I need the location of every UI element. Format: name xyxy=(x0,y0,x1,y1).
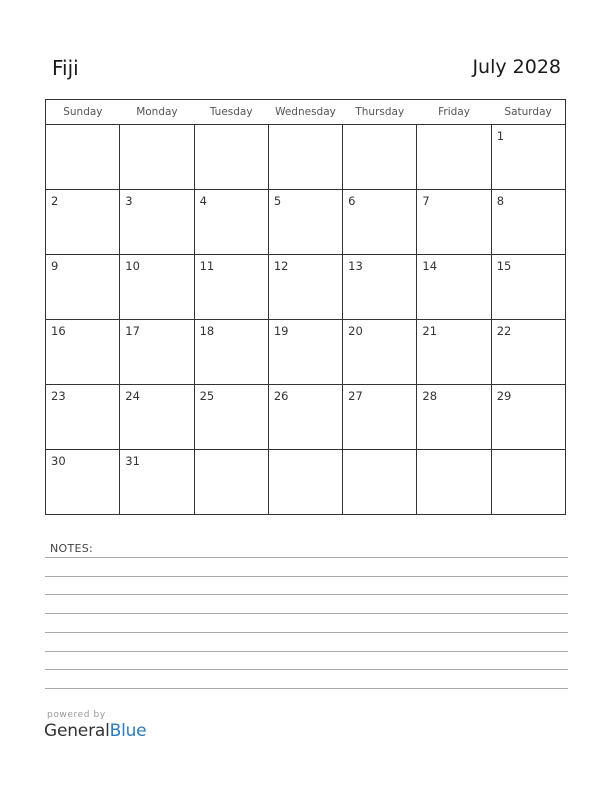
note-line xyxy=(45,651,568,652)
day-number: 30 xyxy=(51,454,66,468)
day-number: 27 xyxy=(348,389,363,403)
day-cell[interactable] xyxy=(120,255,194,320)
day-cell[interactable] xyxy=(46,320,120,385)
day-number: 25 xyxy=(199,389,215,403)
day-number: 9 xyxy=(51,259,59,273)
day-number: 19 xyxy=(273,324,289,338)
day-cell[interactable] xyxy=(46,125,120,190)
brand-blue: Blue xyxy=(109,721,147,741)
day-cell[interactable] xyxy=(491,450,565,515)
day-number: 11 xyxy=(199,259,215,273)
day-cell[interactable] xyxy=(268,190,342,255)
note-line xyxy=(45,632,568,633)
day-cell[interactable] xyxy=(491,190,565,255)
day-cell[interactable] xyxy=(194,190,268,255)
day-cell[interactable] xyxy=(343,125,417,190)
day-cell[interactable] xyxy=(417,320,491,385)
week-row xyxy=(46,255,566,320)
day-cell[interactable] xyxy=(120,190,194,255)
week-row xyxy=(46,385,566,450)
day-cell[interactable] xyxy=(120,125,194,190)
calendar-grid xyxy=(45,99,566,515)
day-number: 13 xyxy=(348,259,363,273)
month-year-title: July 2028 xyxy=(472,56,561,78)
weekday-header: Friday xyxy=(417,100,491,125)
day-number: 2 xyxy=(51,194,59,208)
note-line xyxy=(45,594,568,595)
day-cell[interactable] xyxy=(194,125,268,190)
day-number: 31 xyxy=(125,454,140,468)
day-cell[interactable] xyxy=(417,255,491,320)
day-number: 4 xyxy=(199,194,207,208)
note-line xyxy=(45,688,568,689)
weekday-header-row xyxy=(46,100,566,125)
day-number: 16 xyxy=(51,324,66,338)
week-row xyxy=(46,320,566,385)
note-line xyxy=(45,557,568,558)
day-cell[interactable] xyxy=(120,385,194,450)
note-line xyxy=(45,613,568,614)
note-line xyxy=(45,669,568,670)
day-number: 14 xyxy=(422,259,438,273)
day-cell[interactable] xyxy=(268,125,342,190)
day-cell[interactable] xyxy=(491,385,565,450)
day-number: 26 xyxy=(273,389,289,403)
day-number: 28 xyxy=(422,389,438,403)
day-cell[interactable] xyxy=(46,190,120,255)
day-cell[interactable] xyxy=(343,320,417,385)
weekday-header: Monday xyxy=(120,100,194,125)
day-number: 3 xyxy=(125,194,133,208)
day-number: 12 xyxy=(273,259,289,273)
day-cell[interactable] xyxy=(417,125,491,190)
day-number: 7 xyxy=(422,194,430,208)
day-cell[interactable] xyxy=(194,450,268,515)
powered-by-text: powered by xyxy=(47,710,106,720)
day-cell[interactable] xyxy=(343,450,417,515)
day-cell[interactable] xyxy=(417,190,491,255)
weekday-header: Sunday xyxy=(46,100,120,125)
day-number: 18 xyxy=(199,324,215,338)
day-number: 17 xyxy=(125,324,140,338)
day-cell[interactable] xyxy=(268,320,342,385)
day-cell[interactable] xyxy=(46,255,120,320)
day-number: 29 xyxy=(496,389,512,403)
day-cell[interactable] xyxy=(268,450,342,515)
weekday-header: Saturday xyxy=(491,100,565,125)
day-number: 5 xyxy=(273,194,282,208)
day-cell[interactable] xyxy=(46,450,120,515)
weekday-header: Wednesday xyxy=(268,100,342,125)
week-row xyxy=(46,450,566,515)
day-cell[interactable] xyxy=(491,125,565,190)
weekday-header: Thursday xyxy=(343,100,417,125)
day-number: 1 xyxy=(496,129,505,143)
week-row xyxy=(46,190,566,255)
day-cell[interactable] xyxy=(343,255,417,320)
day-number: 22 xyxy=(496,324,512,338)
day-number: 8 xyxy=(496,194,505,208)
day-number: 6 xyxy=(348,194,356,208)
day-cell[interactable] xyxy=(268,255,342,320)
brand-general: General xyxy=(44,721,110,741)
day-cell[interactable] xyxy=(343,385,417,450)
day-cell[interactable] xyxy=(491,320,565,385)
day-cell[interactable] xyxy=(46,385,120,450)
day-number: 10 xyxy=(125,259,140,273)
day-cell[interactable] xyxy=(194,385,268,450)
week-row xyxy=(46,125,566,190)
day-cell[interactable] xyxy=(120,450,194,515)
notes-label: NOTES: xyxy=(50,542,94,555)
day-number: 20 xyxy=(348,324,363,338)
day-number: 23 xyxy=(51,389,66,403)
day-cell[interactable] xyxy=(268,385,342,450)
day-number: 24 xyxy=(125,389,140,403)
day-cell[interactable] xyxy=(417,450,491,515)
day-number: 15 xyxy=(496,259,512,273)
day-cell[interactable] xyxy=(194,255,268,320)
day-cell[interactable] xyxy=(417,385,491,450)
day-cell[interactable] xyxy=(194,320,268,385)
generalblue-logo[interactable] xyxy=(44,721,146,741)
weekday-header: Tuesday xyxy=(194,100,268,125)
day-cell[interactable] xyxy=(343,190,417,255)
day-cell[interactable] xyxy=(491,255,565,320)
day-number: 21 xyxy=(422,324,438,338)
country-title: Fiji xyxy=(52,56,79,80)
note-line xyxy=(45,576,568,577)
day-cell[interactable] xyxy=(120,320,194,385)
